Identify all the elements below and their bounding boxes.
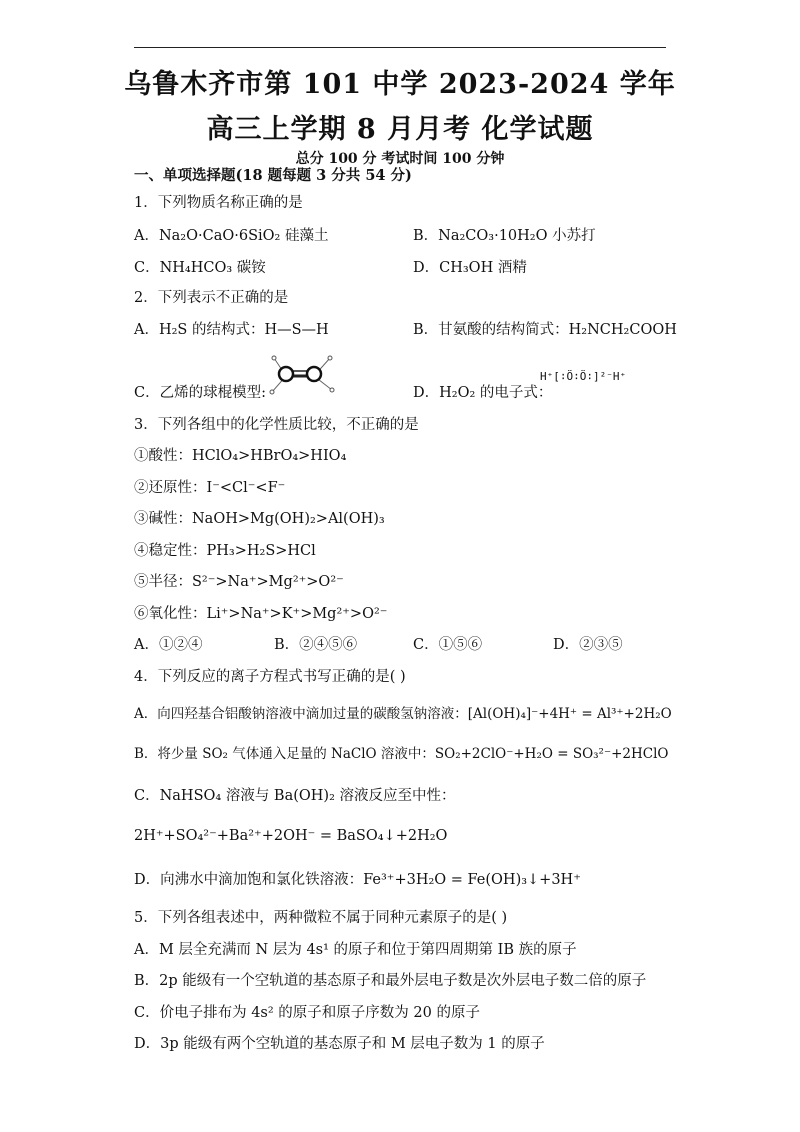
q3-option-d: D．②③⑤ <box>553 637 623 653</box>
question-2-stem: 2．下列表示不正确的是 <box>134 290 289 306</box>
q1-option-c: C．NH₄HCO₃ 碳铵 <box>134 260 266 276</box>
question-5-stem: 5．下列各组表述中，两种微粒不属于同种元素原子的是( ) <box>134 910 508 926</box>
q5-option-a: A．M 层全充满而 N 层为 4s¹ 的原子和位于第四周期第 IB 族的原子 <box>134 942 577 958</box>
page-subtitle: 高三上学期 8 月月考 化学试题 <box>206 114 594 145</box>
section-heading: 一、单项选择题(18 题每题 3 分共 54 分) <box>134 167 412 184</box>
q4-option-c-equation: 2H⁺+SO₄²⁻+Ba²⁺+2OH⁻ = BaSO₄↓+2H₂O <box>134 828 448 844</box>
q1-option-b: B．Na₂CO₃·10H₂O 小苏打 <box>413 228 596 244</box>
ethene-ball-stick-model-icon <box>262 350 342 400</box>
q3-option-b: B．②④⑤⑥ <box>274 637 358 653</box>
question-4-stem: 4．下列反应的离子方程式书写正确的是( ) <box>134 669 406 685</box>
q2-option-c: C．乙烯的球棍模型: <box>134 385 266 401</box>
question-3-stem: 3．下列各组中的化学性质比较，不正确的是 <box>134 417 419 433</box>
q3-item-5: ⑤半径：S²⁻>Na⁺>Mg²⁺>O²⁻ <box>134 574 344 590</box>
q5-option-c: C．价电子排布为 4s² 的原子和原子序数为 20 的原子 <box>134 1005 480 1021</box>
q3-item-6: ⑥氧化性：Li⁺>Na⁺>K⁺>Mg²⁺>O²⁻ <box>134 606 388 622</box>
exam-info: 总分 100 分 考试时间 100 分钟 <box>295 151 505 167</box>
q4-option-c: C．NaHSO₄ 溶液与 Ba(OH)₂ 溶液反应至中性： <box>134 788 456 804</box>
q5-option-d: D．3p 能级有两个空轨道的基态原子和 M 层电子数为 1 的原子 <box>134 1036 545 1052</box>
page-title: 乌鲁木齐市第 101 中学 2023-2024 学年 <box>124 69 676 100</box>
q5-option-b: B．2p 能级有一个空轨道的基态原子和最外层电子数是次外层电子数二倍的原子 <box>134 973 647 989</box>
h2o2-electron-formula: H⁺[∶Ö∶Ö∶]²⁻H⁺ <box>540 370 627 383</box>
q4-option-d: D．向沸水中滴加饱和氯化铁溶液：Fe³⁺+3H₂O = Fe(OH)₃↓+3H⁺ <box>134 872 581 888</box>
q3-option-c: C．①⑤⑥ <box>413 637 483 653</box>
top-rule <box>134 47 666 48</box>
q3-item-3: ③碱性：NaOH>Mg(OH)₂>Al(OH)₃ <box>134 511 385 527</box>
q3-item-2: ②还原性：I⁻<Cl⁻<F⁻ <box>134 480 286 496</box>
q2-option-b: B．甘氨酸的结构简式：H₂NCH₂COOH <box>413 322 677 338</box>
question-1-stem: 1．下列物质名称正确的是 <box>134 195 303 211</box>
q3-option-a: A．①②④ <box>134 637 203 653</box>
q1-option-a: A．Na₂O·CaO·6SiO₂ 硅藻土 <box>134 228 329 244</box>
q4-option-b: B．将少量 SO₂ 气体通入足量的 NaClO 溶液中：SO₂+2ClO⁻+H₂O = SO₃²⁻+2HClO <box>134 746 669 762</box>
q4-option-a: A．向四羟基合铝酸钠溶液中滴加过量的碳酸氢钠溶液：[Al(OH)₄]⁻+4H⁺ = Al³⁺+2H₂O <box>134 706 672 722</box>
q1-option-d: D．CH₃OH 酒精 <box>413 260 527 276</box>
q3-item-4: ④稳定性：PH₃>H₂S>HCl <box>134 543 316 559</box>
q2-option-a: A．H₂S 的结构式：H—S—H <box>134 322 329 338</box>
q2-option-d: D．H₂O₂ 的电子式： <box>413 385 553 401</box>
q3-item-1: ①酸性：HClO₄>HBrO₄>HIO₄ <box>134 448 347 464</box>
